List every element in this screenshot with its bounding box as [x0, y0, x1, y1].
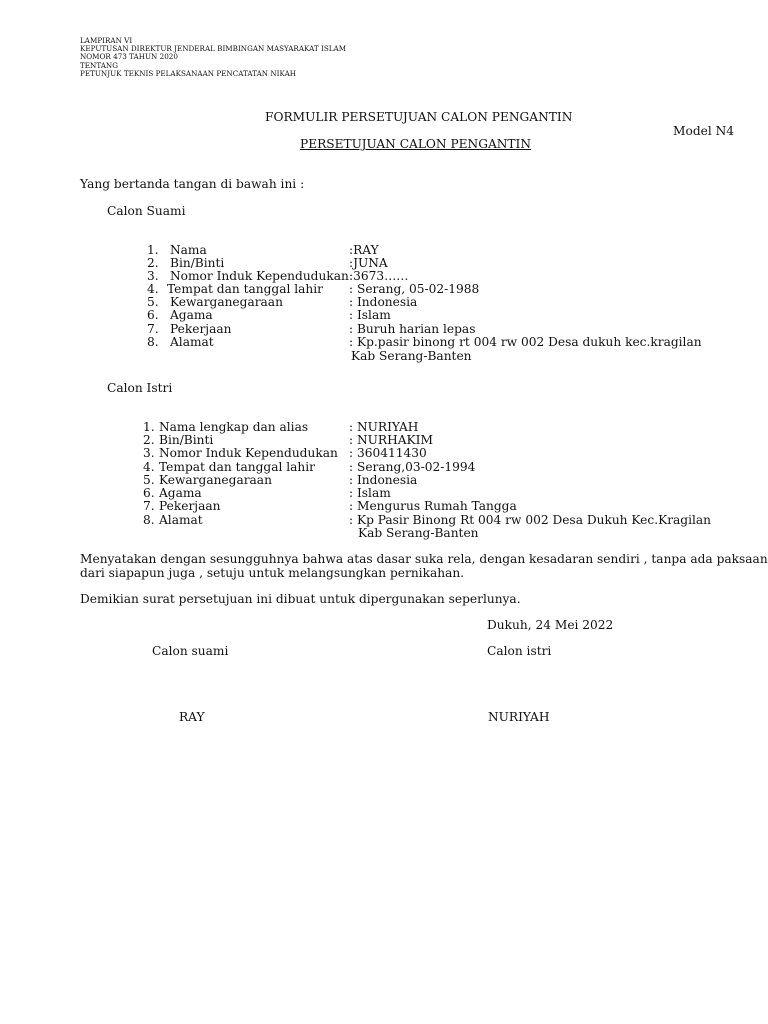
signature-name-suami: RAY — [179, 710, 205, 724]
item-label: Nama lengkap dan alias — [159, 420, 309, 434]
intro-text: Yang bertanda tangan di bawah ini : — [80, 177, 305, 191]
statement-text: Menyatakan dengan sesungguhnya bahwa atas dasar suka rela, dengan kesadaran sendiri , tanpa ada paksaan — [80, 552, 768, 566]
header-line: PETUNJUK TEKNIS PELAKSANAAN PENCATATAN NIKAH — [80, 68, 297, 78]
statement-text-continued: dari siapapun juga , setuju untuk melangsungkan pernikahan. — [80, 566, 465, 580]
item-label: Alamat — [159, 513, 203, 527]
istri-heading: Calon Istri — [107, 381, 173, 395]
header-line: TENTANG — [80, 60, 118, 70]
item-label: Tempat dan tanggal lahir — [159, 460, 315, 474]
item-number: 6. — [147, 308, 159, 322]
item-value: : Islam — [349, 486, 391, 500]
item-value: : Serang, 05-02-1988 — [349, 282, 480, 296]
item-value: : Kp.pasir binong rt 004 rw 002 Desa dukuh kec.kragilan — [349, 335, 702, 349]
item-label: Pekerjaan — [170, 322, 232, 336]
item-value: :RAY — [349, 243, 379, 257]
header-line: LAMPIRAN VI — [80, 36, 133, 45]
item-number: 4. — [147, 282, 159, 296]
item-number: 7. — [147, 322, 159, 336]
subtitle: PERSETUJUAN CALON PENGANTIN — [300, 137, 532, 151]
item-value-continued: Kab Serang-Banten — [351, 349, 472, 363]
item-value: : NURHAKIM — [349, 433, 433, 447]
item-number: 1. — [143, 420, 155, 434]
item-number: 6. — [143, 486, 155, 500]
item-value: : Buruh harian lepas — [349, 322, 476, 336]
item-value: : 360411430 — [349, 446, 427, 460]
item-value: : Islam — [349, 308, 391, 322]
model-label: Model N4 — [673, 124, 735, 138]
item-label: Bin/Binti — [159, 433, 214, 447]
item-value: : Mengurus Rumah Tangga — [349, 499, 517, 513]
place-date: Dukuh, 24 Mei 2022 — [487, 618, 614, 632]
suami-heading: Calon Suami — [107, 204, 186, 218]
item-value: : NURIYAH — [349, 420, 419, 434]
item-value: : Indonesia — [349, 473, 418, 487]
item-number: 8. — [147, 335, 159, 349]
header-line: KEPUTUSAN DIREKTUR JENDERAL BIMBINGAN MASYARAKAT ISLAM — [80, 44, 347, 54]
item-value: :JUNA — [349, 256, 388, 270]
signature-label-istri: Calon istri — [487, 644, 552, 658]
item-value-continued: Kab Serang-Banten — [358, 526, 479, 540]
item-value: : Serang,03-02-1994 — [349, 460, 476, 474]
item-label: Agama — [170, 308, 213, 322]
item-label: Agama — [159, 486, 202, 500]
form-title: FORMULIR PERSETUJUAN CALON PENGANTIN — [265, 110, 573, 124]
signature-name-istri: NURIYAH — [488, 710, 550, 724]
item-number: 7. — [143, 499, 155, 513]
item-value: :3673…… — [349, 269, 409, 283]
item-value: : Indonesia — [349, 295, 418, 309]
item-number: 1. — [147, 243, 159, 257]
item-label: Nomor Induk Kependudukan — [159, 446, 338, 460]
item-label: Kewarganegaraan — [170, 295, 283, 309]
item-number: 5. — [147, 295, 159, 309]
item-number: 2. — [143, 433, 155, 447]
item-label: Bin/Binti — [170, 256, 225, 270]
item-label: Kewarganegaraan — [159, 473, 272, 487]
item-number: 3. — [143, 446, 155, 460]
item-label: Alamat — [170, 335, 214, 349]
closing-text: Demikian surat persetujuan ini dibuat untuk dipergunakan seperlunya. — [80, 592, 521, 606]
item-number: 4. — [143, 460, 155, 474]
item-value: : Kp Pasir Binong Rt 004 rw 002 Desa Dukuh Kec.Kragilan — [349, 513, 712, 527]
item-label: Tempat dan tanggal lahir — [167, 282, 323, 296]
item-number: 8. — [143, 513, 155, 527]
item-label: Nomor Induk Kependudukan — [170, 269, 349, 283]
header-line: NOMOR 473 TAHUN 2020 — [80, 52, 178, 62]
item-label: Nama — [170, 243, 207, 257]
document-header — [80, 37, 346, 78]
item-label: Pekerjaan — [159, 499, 221, 513]
item-number: 2. — [147, 256, 159, 270]
item-number: 3. — [147, 269, 159, 283]
signature-label-suami: Calon suami — [152, 644, 229, 658]
item-number: 5. — [143, 473, 155, 487]
